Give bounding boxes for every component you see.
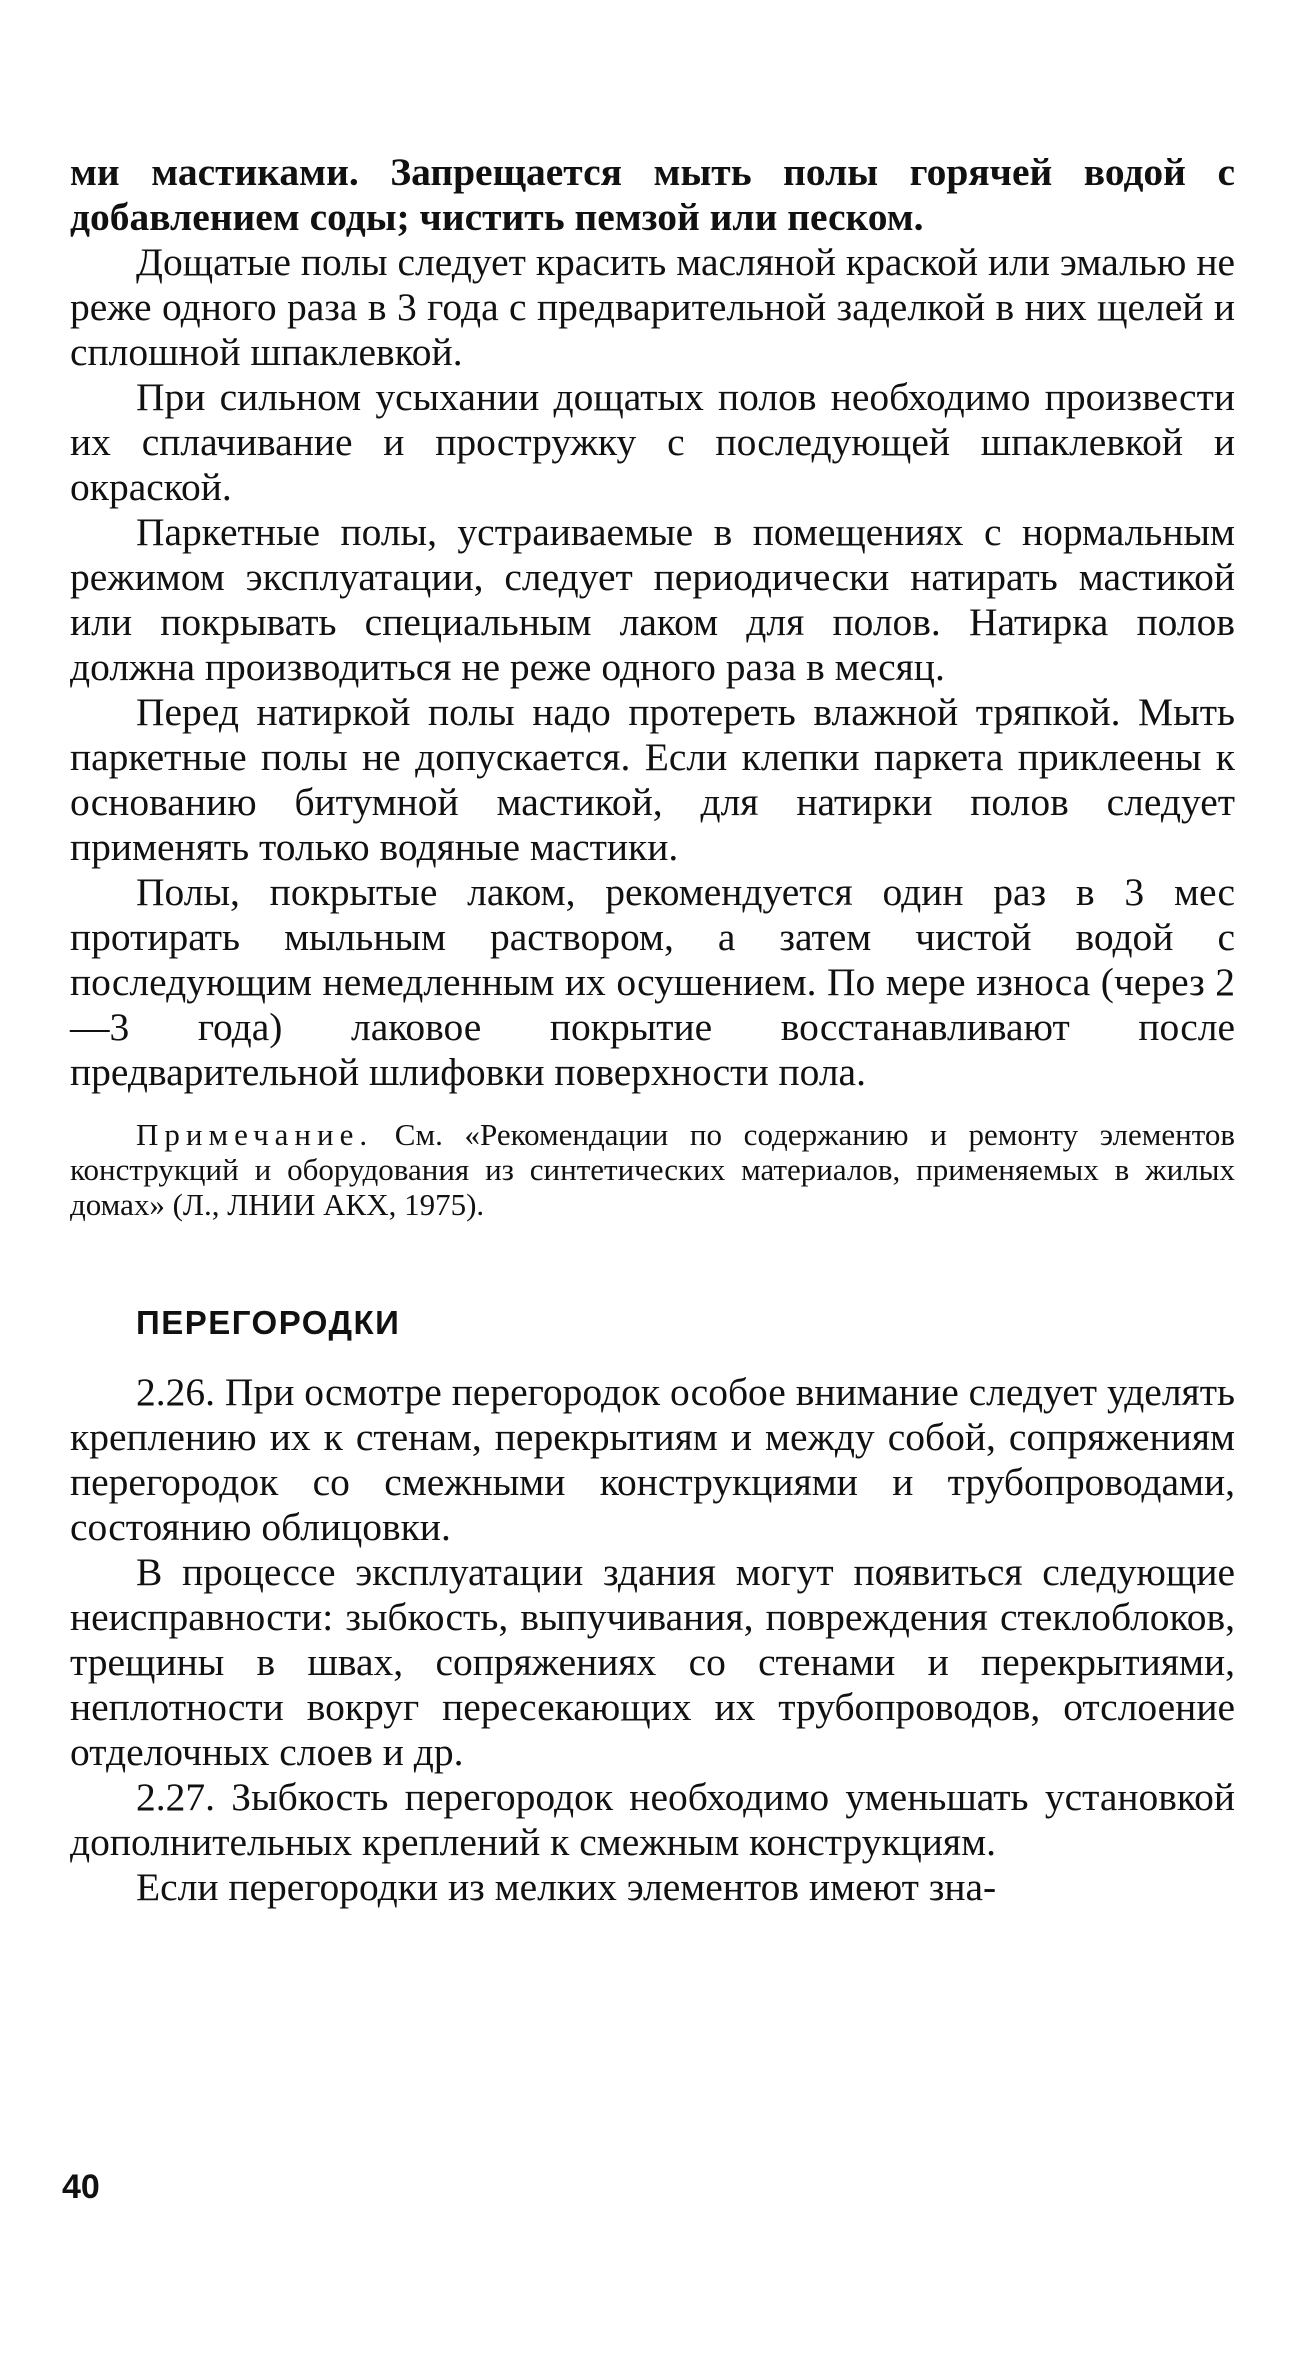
paragraph-small-elements: Если перегородки из мелких элементов имеют зна-	[136, 1865, 997, 1909]
footnote-label: Примечание.	[136, 1117, 374, 1152]
footnote	[70, 1117, 1235, 1222]
paragraph-continuation: ми мастиками. Запрещается мыть полы горячей водой с добавлением соды; чистить пемзой или песком.	[70, 150, 1235, 239]
paragraph-2-27: 2.27. Зыбкость перегородок необходимо уменьшать установкой дополнительных креплений к смежным конструкциям.	[70, 1775, 1235, 1864]
paragraph-lacquered-floors: Полы, покрытые лаком, рекомендуется один раз в 3 мес протирать мыльным раствором, а затем чистой водой с последующим немедленным их осушением. По мере износа (через 2—3 года) лаковое покрытие восстанавливают после предварительной шлифовки поверхности пола.	[70, 870, 1235, 1094]
paragraph-2-26: 2.26. При осмотре перегородок особое внимание следует уделять креплению их к стенам, перекрытиям и между собой, сопряжениям перегородок со смежными конструкциями и трубопроводами, состоянию облицовки.	[70, 1370, 1235, 1549]
paragraph-shrinkage: При сильном усыхании дощатых полов необходимо произвести их сплачивание и простружку с последующей шпаклевкой и окраской.	[70, 375, 1235, 509]
page-number: 40	[62, 2168, 100, 2206]
section-heading: ПЕРЕГОРОДКИ	[136, 1304, 401, 1341]
footnote-text: См. «Рекомендации по содержанию и ремонту элементов конструкций и оборудования из синтетических материалов, применяемых в жилых домах» (Л., ЛНИИ АКХ, 1975).	[70, 1117, 1236, 1222]
page-body	[70, 150, 1235, 1910]
paragraph-plank-floors: Дощатые полы следует красить масляной краской или эмалью не реже одного раза в 3 года с предварительной заделкой в них щелей и сплошной шпаклевкой.	[70, 240, 1235, 374]
paragraph-before-polishing: Перед натиркой полы надо протереть влажной тряпкой. Мыть паркетные полы не допускается. Если клепки паркета приклеены к основанию битумной мастикой, для натирки полов следует применять только водяные мастики.	[70, 690, 1235, 869]
paragraph-parquet: Паркетные полы, устраиваемые в помещениях с нормальным режимом эксплуатации, следует периодически натирать мастикой или покрывать специальным лаком для полов. Натирка полов должна производиться не реже одного раза в месяц.	[70, 510, 1235, 689]
paragraph-defects: В процессе эксплуатации здания могут появиться следующие неисправности: зыбкость, выпучивания, повреждения стеклоблоков, трещины в швах, сопряжениях со стенами и перекрытиями, неплотности вокруг пересекающих их трубопроводов, отслоение отделочных слоев и др.	[70, 1550, 1235, 1774]
